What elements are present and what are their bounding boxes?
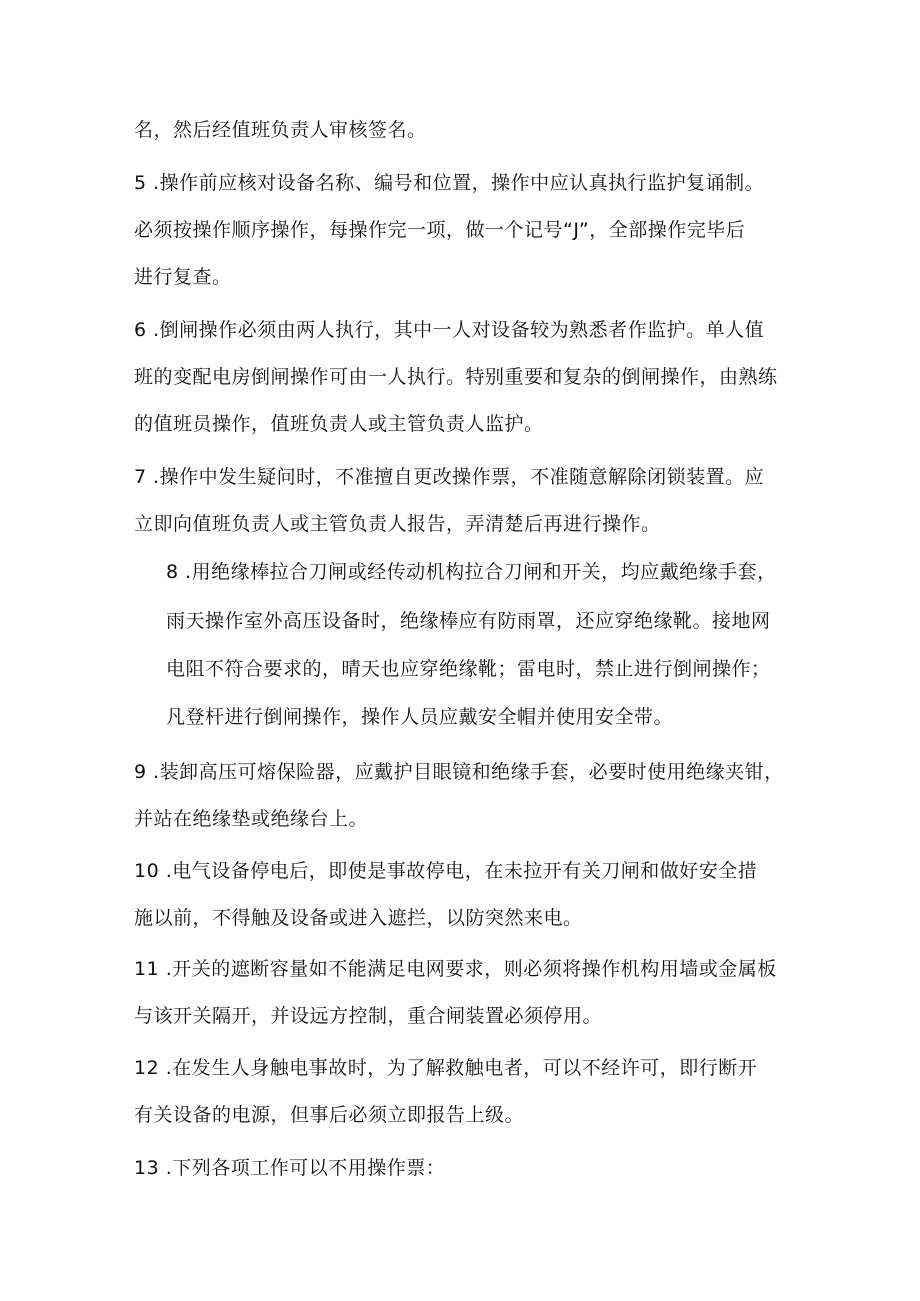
text-line: 与该开关隔开，并设远方控制，重合闸装置必须停用。 [134, 1005, 603, 1027]
text-line: 电阻不符合要求的，晴天也应穿绝缘靴；雷电时，禁止进行倒闸操作； [166, 658, 771, 680]
text-line: 班的变配电房倒闸操作可由一人执行。特别重要和复杂的倒闸操作，由熟练 [134, 366, 778, 388]
text-line: 施以前，不得触及设备或进入遮拦，以防突然来电。 [134, 907, 583, 929]
text-line: 的值班员操作，值班负责人或主管负责人监护。 [134, 413, 544, 435]
text-line: 名，然后经值班负责人审核签名。 [134, 119, 427, 141]
text-line: 10 .电气设备停电后，即使是事故停电，在未拉开有关刀闸和做好安全措 [134, 860, 758, 882]
text-line: 6 .倒闸操作必须由两人执行，其中一人对设备较为熟悉者作监护。单人值 [134, 319, 765, 341]
text-line: 11 .开关的遮断容量如不能满足电网要求，则必须将操作机构用墙或金属板 [134, 958, 777, 980]
text-line: 雨天操作室外高压设备时，绝缘棒应有防雨罩，还应穿绝缘靴。接地网 [166, 610, 771, 632]
text-line: 凡登杆进行倒闸操作，操作人员应戴安全帽并使用安全带。 [166, 706, 674, 728]
text-line: 5 .操作前应核对设备名称、编号和位置，操作中应认真执行监护复诵制。 [134, 172, 765, 194]
text-line: 7 .操作中发生疑问时，不准擅自更改操作票，不准随意解除闭锁装置。应 [134, 466, 765, 488]
text-line: 有关设备的电源，但事后必须立即报告上级。 [134, 1104, 525, 1126]
text-line: 13 .下列各项工作可以不用操作票： [134, 1157, 446, 1179]
text-line: 必须按操作顺序操作，每操作完一项，做一个记号“J”，全部操作完毕后 [134, 219, 746, 241]
text-line: 8 .用绝缘棒拉合刀闸或经传动机构拉合刀闸和开关，均应戴绝缘手套， [166, 561, 777, 583]
text-line: 立即向值班负责人或主管负责人报告，弄清楚后再进行操作。 [134, 513, 661, 535]
text-line: 9 .装卸高压可熔保险器，应戴护目眼镜和绝缘手套，必要时使用绝缘夹钳， [134, 761, 784, 783]
text-line: 并站在绝缘垫或绝缘台上。 [134, 808, 369, 830]
text-line: 12 .在发生人身触电事故时，为了解救触电者，可以不经许可，即行断开 [134, 1057, 758, 1079]
text-line: 进行复查。 [134, 266, 232, 288]
